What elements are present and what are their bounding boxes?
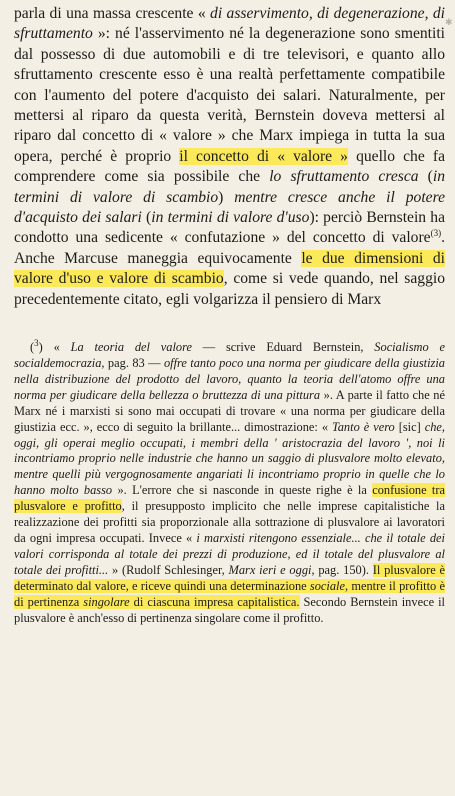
note-run: (: [30, 340, 35, 355]
main-run: ): [218, 188, 235, 206]
main-run: parla di una massa crescente «: [14, 5, 211, 22]
note-run: , il presupposto implicito che nelle imprese capitalistiche la realizzazione dei profitti sia proporzionale alla sottrazione di plusvalore ai lavoratori da ogni impresa occupati. Invece «: [14, 499, 445, 545]
note-run: ) «: [38, 340, 71, 355]
note-run: , pag. 83 —: [101, 356, 164, 370]
main-paragraph: [14, 4, 445, 310]
note-highlighted-text: , mentre il profitto è di pertinenza: [14, 578, 445, 609]
note-run: , pag. 150).: [311, 562, 373, 577]
page-edge-mark: ✱: [445, 17, 453, 27]
main-highlighted-text: il concetto di « valore »: [179, 147, 348, 165]
note-italic-text: Marx ieri e oggi: [228, 562, 312, 577]
note-run: ». L'errore che si nasconde in queste righe è la: [112, 483, 373, 498]
main-italic-text: lo sfruttamento cresca: [269, 168, 419, 186]
main-italic-text: mentre cresce anche il potere d'acquisto dei salari: [14, 188, 446, 227]
note-italic-text: i marxisti ritengono essenziale... che il totale dei valori corrisponda al totale dei prezzi di produzione, ed il totale del plusvalore al totale dei profitti...: [14, 530, 445, 577]
main-run: , come si vede quando, nel saggio precedentemente citato, egli volgarizza il pensiero di Marx: [14, 270, 445, 308]
main-run: »: né l'asservimento né la degenerazione sono smentiti dal possesso di due automobili e di tre televisori, e quanto allo sfruttamento crescente esso è una realtà perfettamente compatibile con l'aumento del potere d'acquisto dei salari. Naturalmente, per mettersi al riparo da questa verità, Bernstein doveva mettersi al riparo dal concetto di « valore » che Marx impiega in tutta la sua opera, perché è proprio: [14, 25, 445, 165]
note-highlighted-text: singolare: [83, 594, 130, 609]
note-run: [sic]: [394, 419, 425, 434]
note-highlighted-text: confusione tra plusvalore e profitto: [14, 483, 445, 514]
note-footnote-marker: 3: [34, 337, 39, 348]
note-italic-text: offre tanto poco una norma per giudicare della giustizia nella distribuzione del prodotto del lavoro, quanto la teoria dell'atomo offre una norma per giudicare della bellezza o bruttezza di una pittura: [14, 356, 445, 402]
note-highlighted-text: sociale: [309, 578, 346, 593]
main-italic-text: di asservimento, di degenerazione, di sfruttamento: [14, 5, 445, 43]
note-highlighted-text: Il plusvalore è determinato dal valore, e riceve quindi una determinazione: [14, 562, 445, 593]
footnote-3: [14, 337, 445, 626]
note-italic-text: La teoria del valore: [70, 340, 192, 355]
note-run: Secondo Bernstein invece il plusvalore è anch'esso di pertinenza singolare come il profitto.: [14, 594, 445, 625]
main-run: (: [418, 168, 433, 186]
main-run: quello che fa comprendere come sia possibile che: [14, 147, 445, 186]
main-run: ): perciò Bernstein ha condotto una sedicente « confutazione » del concetto di valore: [14, 209, 446, 247]
note-run: — scrive Eduard Bernstein,: [191, 340, 375, 355]
main-footnote-marker: (3): [430, 228, 442, 239]
main-italic-text: in termini di valore di scambio: [14, 168, 446, 206]
note-run: » (Rudolf Schlesinger,: [108, 562, 229, 577]
main-run: (: [141, 209, 152, 227]
main-highlighted-text: le due dimensioni di valore d'uso e valore di scambio: [14, 249, 445, 288]
note-italic-text: Socialismo e socialdemocrazia: [14, 340, 445, 370]
note-run: ». A parte il fatto che né Marx né i marxisti si sono mai occupati di trovare « una norma per giudicare della giustizia ecc. », ecco di seguito la brillante... dimostrazione: «: [14, 387, 445, 434]
note-highlighted-text: di ciascuna impresa capitalistica.: [129, 594, 300, 609]
note-italic-text: che, oggi, gli operai meglio occupati, i membri della ' aristocrazia del lavoro ', noi li incontriamo proprio nelle industrie che hanno un saggio di plusvalore molto elevato, mentre quelli più vergognosamente angariati li incontriamo proprio in quelle che lo hanno molto basso: [14, 419, 445, 498]
main-run: . Anche Marcuse maneggia equivocamente: [14, 229, 445, 267]
note-italic-text: Tanto è vero: [331, 419, 395, 434]
main-italic-text: in termini di valore d'uso: [151, 209, 310, 227]
